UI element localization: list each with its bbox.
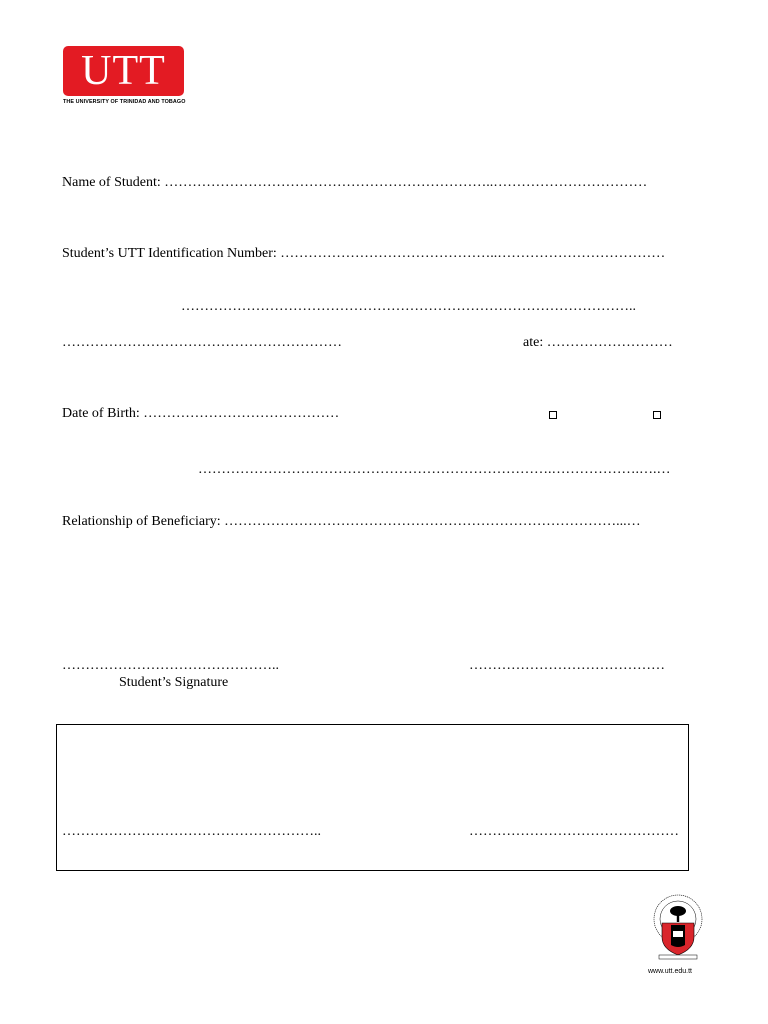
university-seal-icon [651, 893, 705, 965]
checkbox-1[interactable] [549, 411, 557, 419]
date-field[interactable]: ……………………… [546, 335, 673, 350]
relationship-field[interactable]: …………………………………………………………………………...… [224, 514, 641, 529]
date-label: ate: [523, 335, 544, 350]
box-left-line[interactable]: ……………………………………………….. [62, 824, 321, 839]
footer-url: www.utt.edu.tt [648, 968, 692, 975]
student-signature-line[interactable]: ……………………………………….. [62, 658, 279, 673]
student-id-row [62, 246, 665, 262]
utt-logo-tagline: THE UNIVERSITY OF TRINIDAD AND TOBAGO [63, 99, 186, 105]
dob-label: Date of Birth: [62, 406, 140, 421]
relationship-row [62, 514, 641, 530]
field-line-6[interactable]: ………………………………………………………………….……………….….… [198, 462, 671, 477]
student-id-label: Student’s UTT Identification Number: [62, 246, 277, 261]
dob-row [62, 406, 339, 422]
student-name-row [62, 175, 647, 191]
relationship-label: Relationship of Beneficiary: [62, 514, 221, 529]
official-use-box [56, 724, 689, 871]
student-id-field[interactable]: ………………………………………..……………………………… [280, 246, 666, 261]
field-line-4-left[interactable]: …………………………………………………… [62, 335, 342, 350]
box-right-line[interactable]: ……………………………………… [469, 824, 679, 839]
field-line-3[interactable]: …………………………………………………………………………………….. [181, 299, 636, 314]
dob-field[interactable]: …………………………………… [143, 406, 340, 421]
student-name-label: Name of Student: [62, 175, 161, 190]
utt-logo-text: UTT [81, 48, 166, 94]
date-row [523, 335, 673, 351]
student-name-field[interactable]: ……………………………………………………………..…………………………… [164, 175, 648, 190]
date-signature-line[interactable]: …………………………………… [469, 658, 665, 673]
student-signature-label: Student’s Signature [119, 675, 229, 690]
checkbox-2[interactable] [653, 411, 661, 419]
